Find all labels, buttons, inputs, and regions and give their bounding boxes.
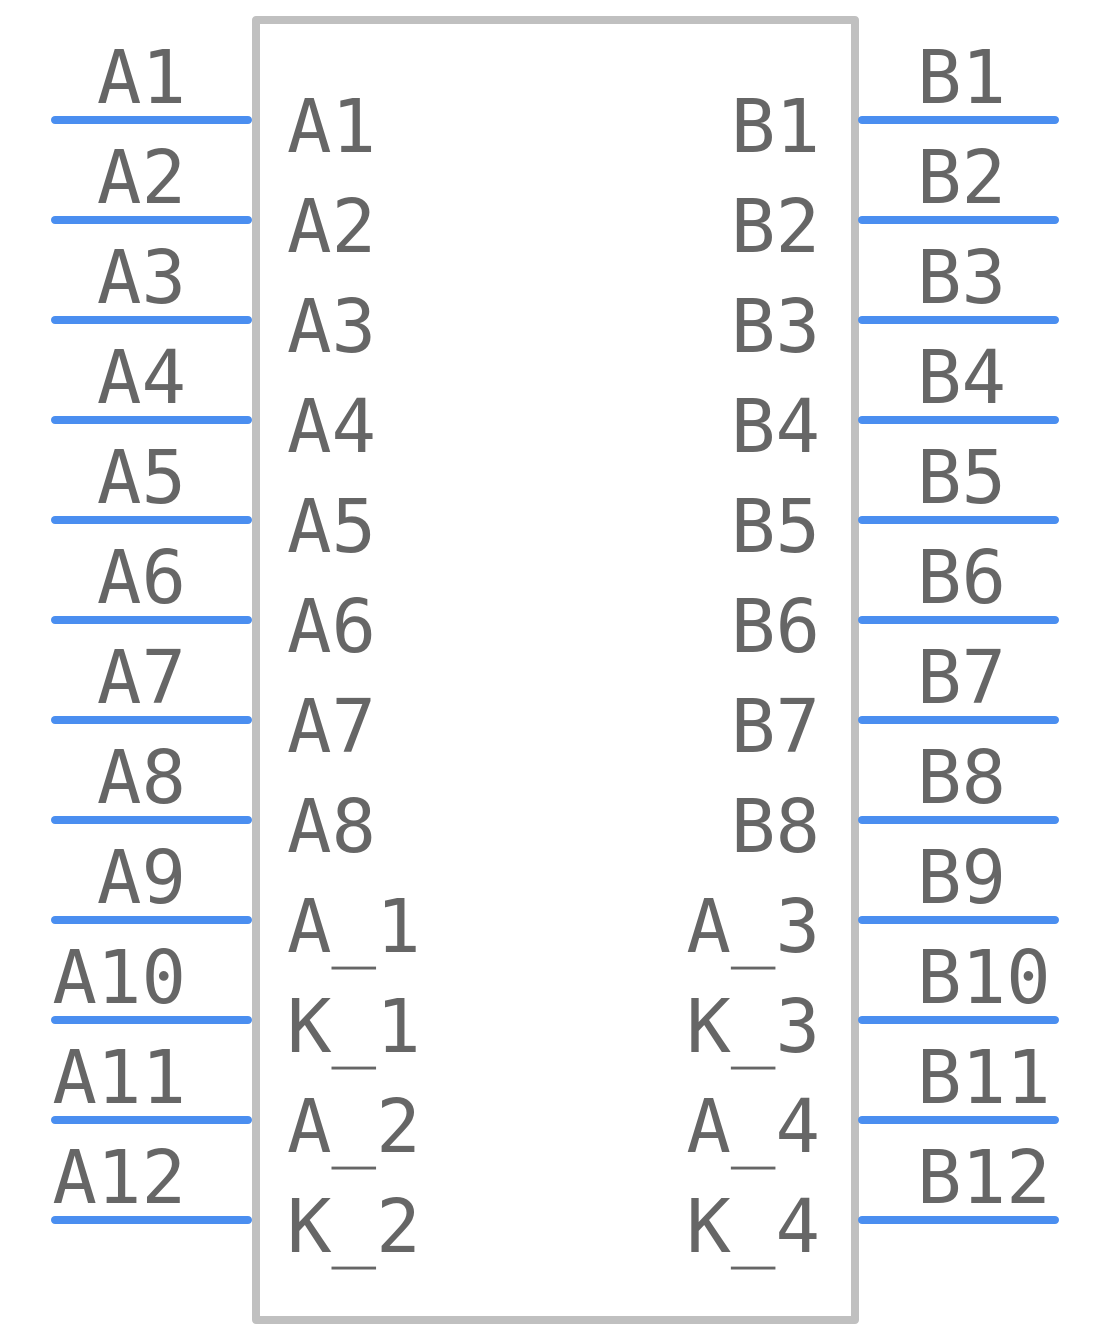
pin-number-a4: A4 — [96, 335, 186, 421]
pin-number-a9: A9 — [96, 835, 186, 921]
pin-signal-a7: A7 — [287, 684, 377, 770]
pin-number-a7: A7 — [96, 635, 186, 721]
pin-number-b5: B5 — [917, 435, 1007, 521]
pin-signal-a11: A_2 — [287, 1084, 421, 1170]
pin-signal-b12: K_4 — [686, 1184, 820, 1270]
pin-signal-a3: A3 — [287, 284, 377, 370]
pin-number-b7: B7 — [917, 635, 1007, 721]
pin-signal-a2: A2 — [287, 184, 377, 270]
pin-signal-a6: A6 — [287, 584, 377, 670]
pin-number-a12: A12 — [52, 1135, 186, 1221]
pin-signal-a5: A5 — [287, 484, 377, 570]
pin-number-a5: A5 — [96, 435, 186, 521]
pin-signal-b5: B5 — [730, 484, 820, 570]
pin-signal-b7: B7 — [730, 684, 820, 770]
pin-number-b3: B3 — [917, 235, 1007, 321]
pin-number-b10: B10 — [917, 935, 1051, 1021]
pin-signal-b1: B1 — [730, 84, 820, 170]
pin-number-a1: A1 — [96, 35, 186, 121]
pin-number-a10: A10 — [52, 935, 186, 1021]
pin-number-b11: B11 — [917, 1035, 1051, 1121]
pin-signal-a8: A8 — [287, 784, 377, 870]
pin-signal-a12: K_2 — [287, 1184, 421, 1270]
pin-number-a3: A3 — [96, 235, 186, 321]
pin-signal-b3: B3 — [730, 284, 820, 370]
pin-number-a6: A6 — [96, 535, 186, 621]
pin-number-b2: B2 — [917, 135, 1007, 221]
pin-signal-a1: A1 — [287, 84, 377, 170]
pin-signal-a10: K_1 — [287, 984, 421, 1070]
pin-number-b4: B4 — [917, 335, 1007, 421]
pin-signal-a4: A4 — [287, 384, 377, 470]
pin-number-b6: B6 — [917, 535, 1007, 621]
left-pin-group — [52, 35, 420, 1270]
pin-signal-b6: B6 — [730, 584, 820, 670]
pin-number-b12: B12 — [917, 1135, 1051, 1221]
pin-number-b1: B1 — [917, 35, 1007, 121]
pin-number-a2: A2 — [96, 135, 186, 221]
pin-signal-b8: B8 — [730, 784, 820, 870]
pin-number-b9: B9 — [917, 835, 1007, 921]
pin-number-b8: B8 — [917, 735, 1007, 821]
pin-signal-b10: K_3 — [686, 984, 820, 1070]
pin-signal-b4: B4 — [730, 384, 820, 470]
pin-signal-b2: B2 — [730, 184, 820, 270]
pin-signal-b11: A_4 — [686, 1084, 820, 1170]
right-pin-group — [686, 35, 1055, 1270]
pin-signal-a9: A_1 — [287, 884, 421, 970]
pin-number-a8: A8 — [96, 735, 186, 821]
pin-signal-b9: A_3 — [686, 884, 820, 970]
pin-number-a11: A11 — [52, 1035, 186, 1121]
